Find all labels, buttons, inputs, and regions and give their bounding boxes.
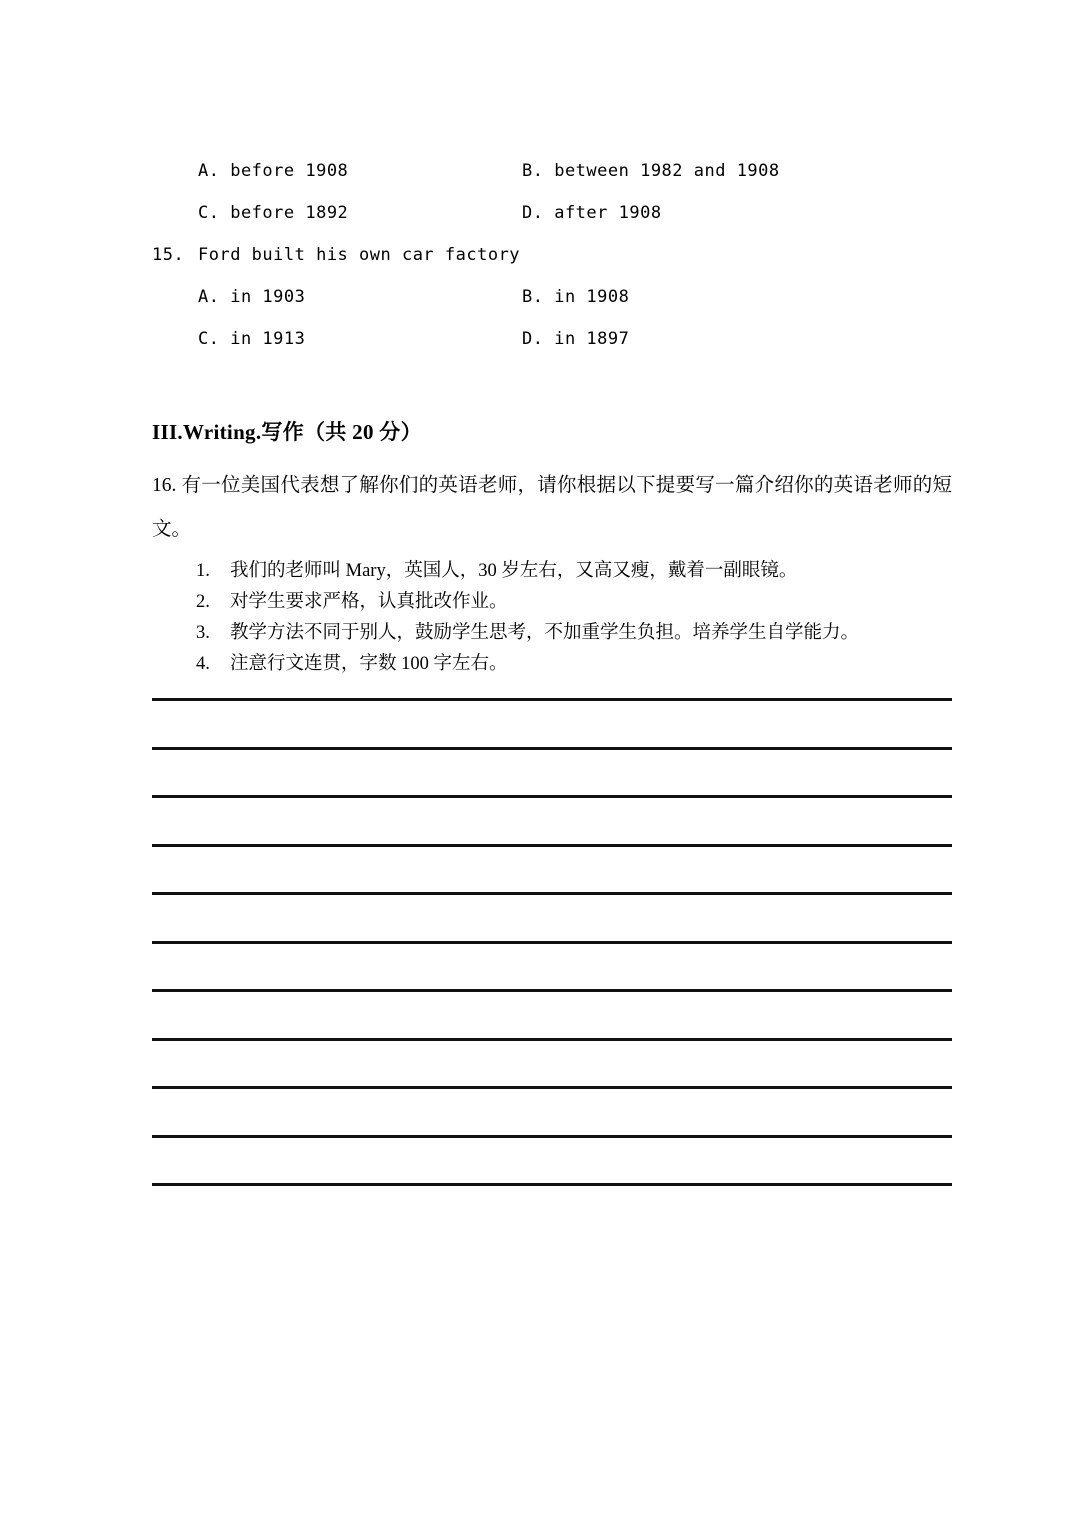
question-stem-15 — [152, 234, 952, 276]
answer-line[interactable] — [152, 844, 952, 847]
option-row — [152, 192, 952, 234]
list-item-index: 4. — [196, 654, 210, 674]
option-b[interactable]: B. between 1982 and 1908 — [522, 161, 780, 181]
list-item-text: 教学方法不同于别人，鼓励学生思考，不加重学生负担。培养学生自学能力。 — [230, 623, 860, 643]
question-block-continued — [152, 150, 952, 234]
list-item-index: 3. — [196, 623, 210, 643]
answer-lines-area[interactable] — [152, 698, 952, 1232]
list-item — [196, 618, 952, 649]
option-c[interactable]: C. in 1913 — [198, 329, 306, 349]
option-d[interactable]: D. in 1897 — [522, 329, 630, 349]
answer-line[interactable] — [152, 1038, 952, 1041]
list-item-index: 1. — [196, 561, 210, 581]
writing-prompt: 16. 有一位美国代表想了解你们的英语老师，请你根据以下提要写一篇介绍你的英语老师的短文。 — [152, 475, 952, 540]
list-item — [196, 587, 952, 618]
answer-line[interactable] — [152, 1086, 952, 1089]
option-b[interactable]: B. in 1908 — [522, 287, 630, 307]
list-item — [196, 649, 952, 680]
list-item-text: 我们的老师叫 Mary，英国人，30 岁左右，又高又瘦，戴着一副眼镜。 — [230, 561, 798, 581]
list-item-index: 2. — [196, 592, 210, 612]
list-item-text: 对学生要求严格，认真批改作业。 — [230, 592, 508, 612]
section-heading-writing: III.Writing.写作（共 20 分） — [152, 420, 422, 444]
answer-line[interactable] — [152, 698, 952, 701]
answer-line[interactable] — [152, 747, 952, 750]
option-d[interactable]: D. after 1908 — [522, 203, 662, 223]
answer-line[interactable] — [152, 1135, 952, 1138]
answer-line[interactable] — [152, 941, 952, 944]
option-row — [152, 150, 952, 192]
option-a[interactable]: A. before 1908 — [198, 161, 349, 181]
question-number-15: 15. — [152, 245, 185, 265]
answer-line[interactable] — [152, 1183, 952, 1186]
document-content — [152, 150, 952, 680]
writing-points-list — [152, 556, 952, 680]
option-row — [152, 318, 952, 360]
question-text-15: Ford built his own car factory — [198, 245, 521, 265]
answer-line[interactable] — [152, 795, 952, 798]
answer-line[interactable] — [152, 989, 952, 992]
option-row — [152, 276, 952, 318]
list-item-text: 注意行文连贯，字数 100 字左右。 — [230, 654, 508, 674]
question-block-15 — [152, 234, 952, 360]
list-item — [196, 556, 952, 587]
option-c[interactable]: C. before 1892 — [198, 203, 349, 223]
answer-line[interactable] — [152, 892, 952, 895]
option-a[interactable]: A. in 1903 — [198, 287, 306, 307]
